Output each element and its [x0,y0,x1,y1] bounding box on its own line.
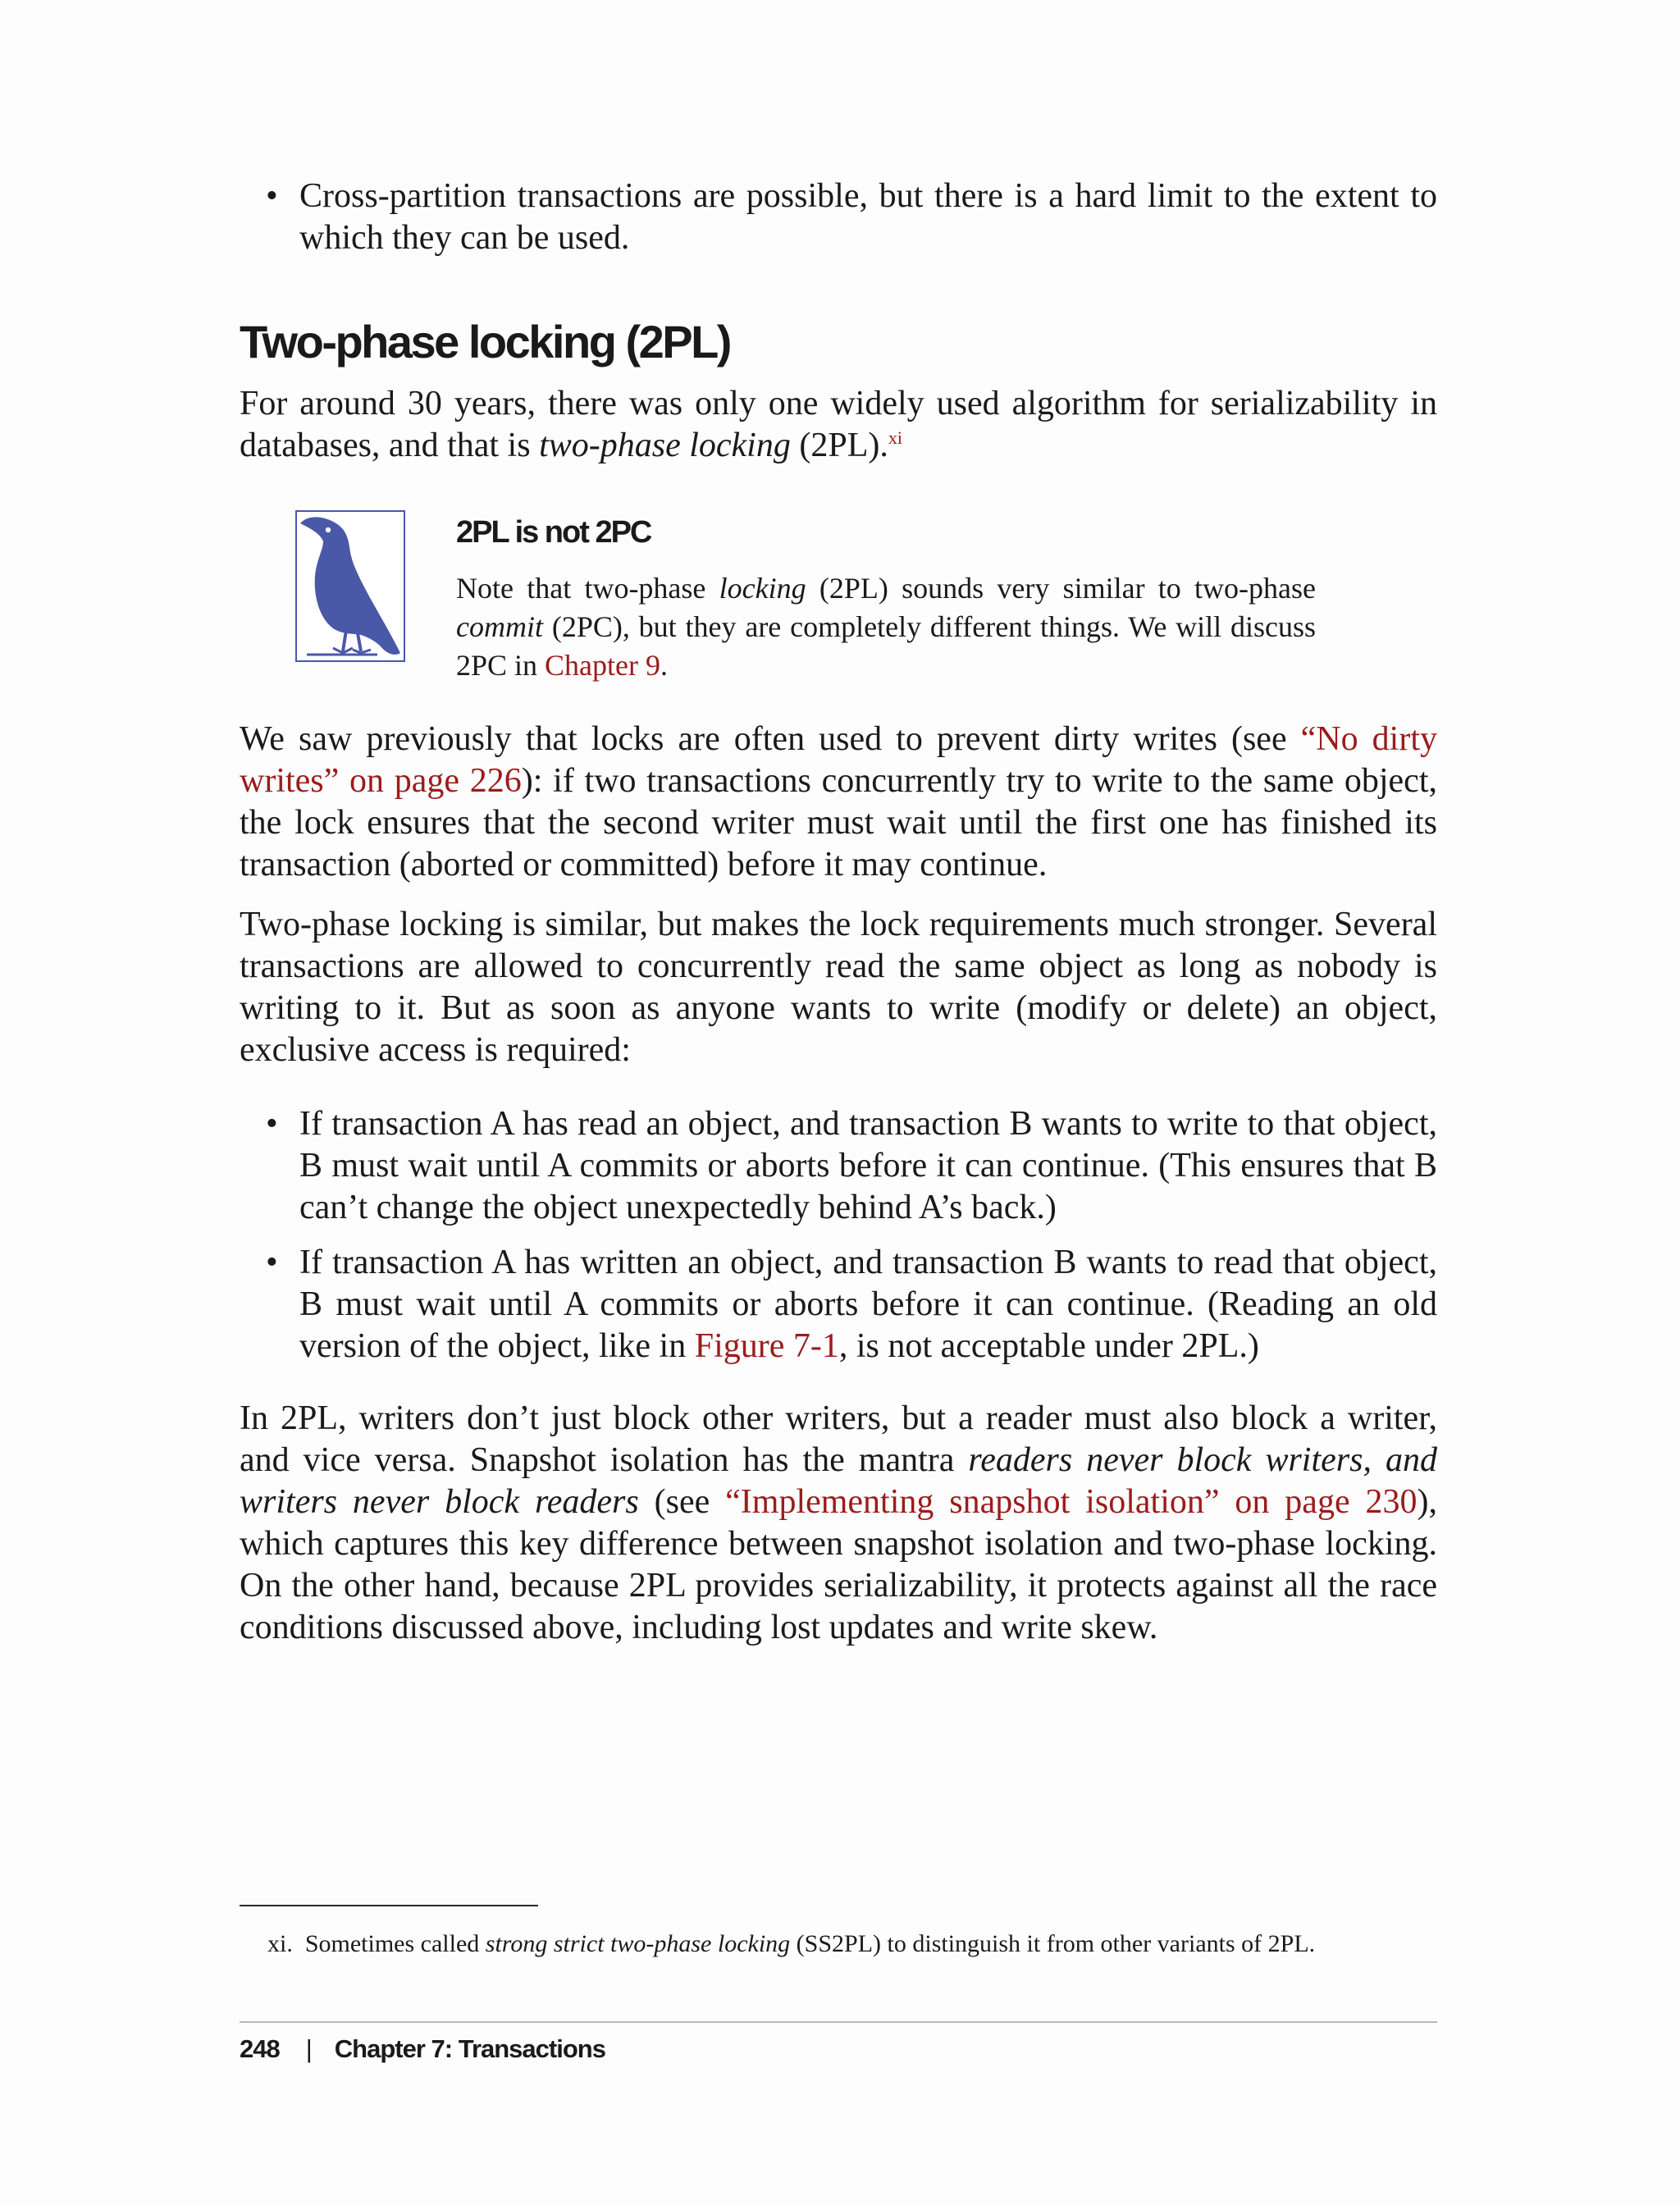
chapter-title: Chapter 7: Transactions [334,2034,605,2063]
text: ), which captures this key difference between snapshot isolation and two-phase locking. On the other hand, because 2PL provides serializability, it protects against all the race conditions discussed above, including lost updates and write skew. [240,1483,1437,1646]
chapter-9-link[interactable]: Chapter 9 [545,649,661,682]
implementing-snapshot-isolation-link[interactable]: “Implementing snapshot isolation” on page 230 [725,1483,1418,1521]
bullet-text: If transaction A has read an object, and transaction B wants to write to that object, B must wait until A commits or aborts before it can continue. (This ensures that B can’t change the object unexpectedly behind A’s back.) [299,1105,1437,1226]
bullet-icon: • [266,177,278,215]
text: For around 30 years, there was only one widely used algorithm for serializability in databases, and that is [240,385,1437,464]
text: We saw previously that locks are often used to prevent dirty writes (see [240,720,1301,758]
list-item [240,1103,1437,1229]
page-footer [240,2033,605,2066]
bullet-text: If transaction A has written an object, and transaction B wants to read that object, B must wait until A commits or aborts before it can continue. (Reading an old version of the object, like in [299,1244,1437,1365]
footnote-divider [240,1905,538,1906]
footer-divider [240,2021,1437,2023]
text: ): if two transactions concurrently try to write to the same object, the lock ensures that the second writer must wait until the first one has finished its transaction (aborted or committed) before it may continue. [240,762,1437,883]
emphasis: locking [719,572,806,605]
text: (2PC), but they are completely different things. We will discuss 2PC in [456,610,1316,682]
footnote-xi [267,1928,1315,1961]
bullet-text: , is not acceptable under 2PL.) [838,1327,1259,1365]
text: Note that two-phase [456,572,719,605]
text: (2PL) sounds very similar to two-phase [806,572,1316,605]
raven-bird-icon [295,510,405,662]
footnote-marker: xi. [267,1930,293,1957]
bullet-icon: • [266,1244,278,1281]
text: In 2PL, writers don’t just block other writers, but a reader must also block a writer, and vice versa. Snapshot isolation has the mantra [240,1399,1437,1479]
lock-rules-list [240,1103,1437,1367]
list-item [240,176,1437,259]
note-box [240,510,1437,691]
paragraph-readers-writers [240,1398,1437,1649]
list-item [240,1242,1437,1367]
footer-separator: | [305,2034,312,2063]
note-title: 2PL is not 2PC [456,515,651,550]
no-dirty-writes-link[interactable]: “No dirty writes” on page 226 [240,720,1437,800]
footnote-marker-link[interactable]: xi [888,427,902,448]
bullet-icon: • [266,1105,278,1143]
text: (see [638,1483,726,1521]
paragraph-2pl-similar: Two-phase locking is similar, but makes the lock requirements much stronger. Several transactions are allowed to concurrently read the same object as long as nobody is writing to it. But as soon as anyone wants to write (modify or delete) an object, exclusive access is required: [240,906,1437,1069]
paragraph-intro [240,383,1437,467]
emphasis: strong strict two-phase locking [485,1930,791,1957]
emphasis: two-phase locking [539,427,791,464]
note-body [456,569,1316,685]
paragraph-dirty-writes [240,719,1437,886]
text: (2PL). [790,427,888,464]
text: Sometimes called [304,1930,486,1957]
page-number: 248 [240,2034,280,2063]
bullet-text: Cross-partition transactions are possible, but there is a hard limit to the extent to which they can be used. [299,177,1437,257]
section-heading: Two-phase locking (2PL) [240,316,730,368]
page-content [240,172,1437,1649]
intro-bullet-list [240,176,1437,259]
text: (SS2PL) to distinguish it from other variants of 2PL. [790,1930,1316,1957]
figure-7-1-link[interactable]: Figure 7-1 [694,1327,839,1365]
text: . [660,649,669,682]
emphasis: commit [456,610,543,643]
emphasis: readers never block writers, and writers never block readers [240,1441,1437,1521]
raven-bird-icon-graphic [295,515,405,663]
